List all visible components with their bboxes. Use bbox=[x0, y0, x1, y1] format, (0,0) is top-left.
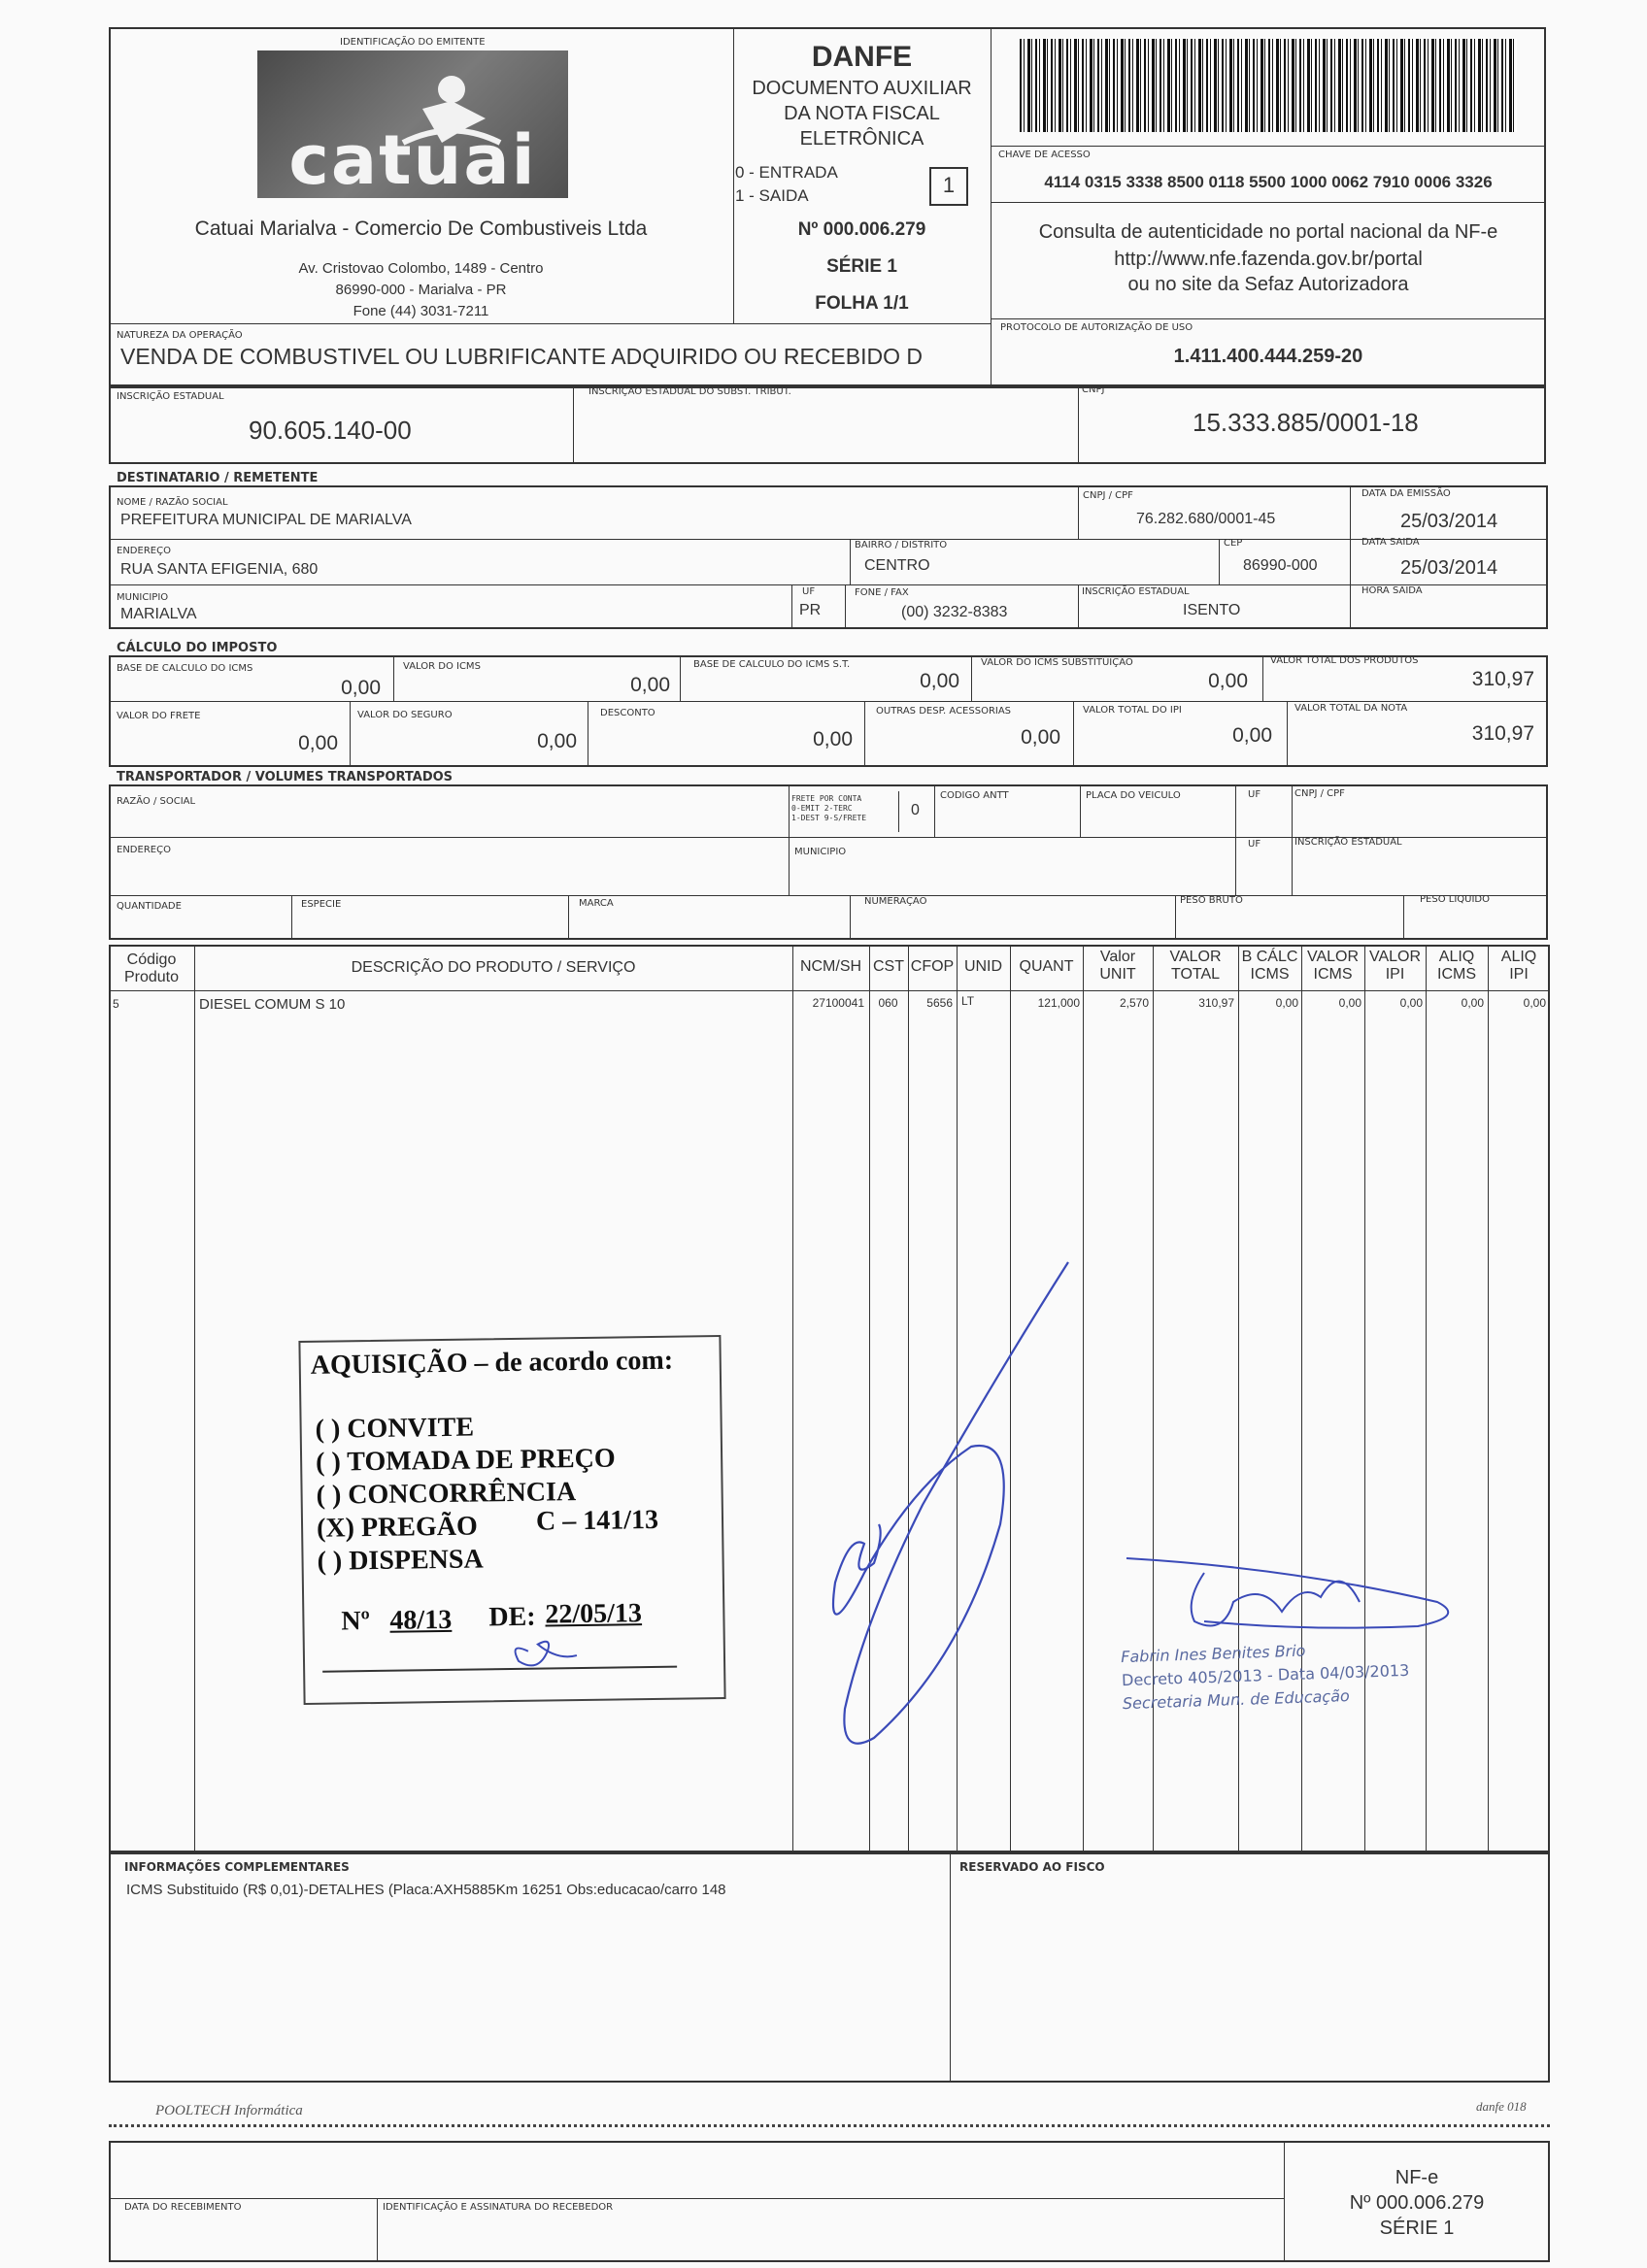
v-total-produtos-label: VALOR TOTAL DOS PRODUTOS bbox=[1270, 655, 1419, 666]
dest-emissao: 25/03/2014 bbox=[1400, 511, 1498, 532]
stamp-concorrencia: ( ) CONCORRÊNCIA bbox=[316, 1477, 577, 1511]
row-unid: LT bbox=[961, 994, 975, 1008]
dest-ie-label: INSCRIÇÃO ESTADUAL bbox=[1082, 586, 1190, 597]
th-aicms-line1: ALIQ bbox=[1438, 949, 1475, 965]
transp-razao-label: RAZÃO / SOCIAL bbox=[117, 796, 196, 807]
ie-label: INSCRIÇÃO ESTADUAL bbox=[117, 391, 224, 402]
th-bcicms-line1: B CÁLC bbox=[1241, 949, 1298, 965]
barcode bbox=[1020, 39, 1517, 132]
imposto-section: CÁLCULO DO IMPOSTO bbox=[117, 641, 278, 655]
th-aipi-line1: ALIQ bbox=[1500, 949, 1537, 965]
th-unid: UNID bbox=[963, 958, 1003, 975]
stamp-initials bbox=[499, 1626, 588, 1676]
th-vunit bbox=[1083, 949, 1153, 984]
transp-uf2-label: UF bbox=[1248, 839, 1261, 850]
th-vtotal-line1: VALOR bbox=[1169, 949, 1222, 965]
dest-endereco-label: ENDEREÇO bbox=[117, 546, 171, 556]
stamp-convite: ( ) CONVITE bbox=[315, 1412, 475, 1445]
natureza-label: NATUREZA DA OPERAÇÃO bbox=[117, 330, 243, 341]
dest-uf-label: UF bbox=[802, 586, 816, 597]
stamp-de-value: 22/05/13 bbox=[545, 1598, 643, 1630]
secretaria-stamp bbox=[1121, 1636, 1411, 1716]
bc-icms-st-value: 0,00 bbox=[920, 670, 959, 692]
danfe-title: DANFE bbox=[811, 41, 913, 73]
transp-endereco-label: ENDEREÇO bbox=[117, 845, 171, 855]
danfe-serie: SÉRIE 1 bbox=[826, 256, 897, 277]
dest-uf: PR bbox=[799, 602, 822, 618]
dest-emissao-label: DATA DA EMISSÃO bbox=[1361, 488, 1451, 499]
marca-label: MARCA bbox=[579, 898, 614, 909]
dest-cnpj: 76.282.680/0001-45 bbox=[1136, 511, 1276, 527]
numeracao-label: NUMERAÇÃO bbox=[864, 896, 927, 907]
aquisicao-stamp bbox=[298, 1335, 725, 1705]
dest-bairro-label: BAIRRO / DISTRITO bbox=[855, 540, 948, 550]
th-aipi bbox=[1488, 949, 1550, 984]
ie-value: 90.605.140-00 bbox=[249, 416, 412, 445]
th-vicms bbox=[1301, 949, 1364, 984]
th-vicms-line2: ICMS bbox=[1313, 966, 1353, 983]
danfe-numero: Nº 000.006.279 bbox=[797, 219, 926, 240]
logo-text: catuai bbox=[288, 120, 537, 200]
frete-value: 0 bbox=[911, 802, 920, 818]
handwritten-signature bbox=[806, 1252, 1097, 1777]
danfe-entrada: 0 - ENTRADA bbox=[735, 163, 838, 182]
consulta-line1: Consulta de autenticidade no portal nacional da NF-e bbox=[1038, 221, 1498, 243]
dest-municipio-label: MUNICIPIO bbox=[117, 592, 169, 603]
th-bcicms-line2: ICMS bbox=[1250, 966, 1290, 983]
danfe-subtitle3: ELETRÔNICA bbox=[799, 128, 924, 150]
stamp-no-value: 48/13 bbox=[389, 1604, 453, 1636]
v-total-nota-value: 310,97 bbox=[1471, 722, 1534, 745]
recebimento-label: DATA DO RECEBIMENTO bbox=[124, 2202, 242, 2213]
row-cst: 060 bbox=[878, 996, 898, 1010]
v-ipi-value: 0,00 bbox=[1232, 724, 1272, 747]
v-ipi-label: VALOR TOTAL DO IPI bbox=[1083, 705, 1182, 716]
row-vipi: 0,00 bbox=[1399, 996, 1423, 1010]
stamp-pregao: (X) PREGÃO bbox=[316, 1511, 478, 1544]
emitente-address1: Av. Cristovao Colombo, 1489 - Centro bbox=[298, 260, 544, 277]
transp-ie-label: INSCRIÇÃO ESTADUAL bbox=[1294, 837, 1402, 848]
frete-line3: 1-DEST 9-S/FRETE bbox=[791, 814, 867, 822]
outras-desp-label: OUTRAS DESP. ACESSORIAS bbox=[876, 706, 1012, 717]
consulta-line2: http://www.nfe.fazenda.gov.br/portal bbox=[1114, 249, 1423, 270]
row-codigo: 5 bbox=[113, 997, 119, 1011]
v-total-nota-label: VALOR TOTAL DA NOTA bbox=[1294, 703, 1408, 714]
frete-por-conta bbox=[791, 794, 866, 823]
bc-icms-label: BASE DE CALCULO DO ICMS bbox=[117, 663, 253, 674]
bc-icms-st-label: BASE DE CALCULO DO ICMS S.T. bbox=[693, 659, 851, 670]
quantidade-label: QUANTIDADE bbox=[117, 901, 182, 912]
danfe-folha: FOLHA 1/1 bbox=[815, 293, 909, 314]
th-vipi-line2: IPI bbox=[1385, 966, 1405, 983]
transp-cnpj-label: CNPJ / CPF bbox=[1294, 788, 1345, 799]
stamp-pregao-num: C – 141/13 bbox=[535, 1504, 659, 1537]
destinatario-box bbox=[109, 485, 1548, 629]
emitente-address2: 86990-000 - Marialva - PR bbox=[335, 282, 507, 298]
software-name: POOLTECH Informática bbox=[155, 2103, 303, 2118]
dest-saida-label: DATA SAIDA bbox=[1361, 537, 1420, 548]
dest-bairro: CENTRO bbox=[864, 557, 930, 574]
stamp-de-label: DE: bbox=[488, 1601, 536, 1633]
canhoto-numero: Nº 000.006.279 bbox=[1349, 2192, 1485, 2214]
th-ncm: NCM/SH bbox=[799, 958, 862, 975]
th-vunit-line2: UNIT bbox=[1099, 966, 1136, 983]
frete-line1: FRETE POR CONTA bbox=[791, 794, 862, 803]
dest-hora-label: HORA SAIDA bbox=[1361, 585, 1423, 596]
row-vunit: 2,570 bbox=[1119, 996, 1149, 1010]
cut-line bbox=[109, 2124, 1550, 2127]
stamp-tomada: ( ) TOMADA DE PREÇO bbox=[315, 1443, 616, 1478]
th-codigo-line2: Produto bbox=[123, 969, 180, 985]
info-value: ICMS Substituido (R$ 0,01)-DETALHES (Placa:AXH5885Km 16251 Obs:educacao/carro 148 bbox=[126, 1882, 726, 1898]
v-frete-label: VALOR DO FRETE bbox=[117, 711, 201, 721]
dest-saida: 25/03/2014 bbox=[1400, 557, 1498, 579]
th-codigo-line1: Código bbox=[126, 951, 177, 968]
th-vunit-line1: Valor bbox=[1099, 949, 1136, 965]
peso-liquido-label: PESO LIQUIDO bbox=[1420, 894, 1490, 905]
th-cst: CST bbox=[873, 958, 904, 975]
v-seguro-label: VALOR DO SEGURO bbox=[357, 710, 453, 720]
emitente-phone: Fone (44) 3031-7211 bbox=[353, 303, 489, 319]
dest-ie: ISENTO bbox=[1183, 602, 1241, 618]
chave-value: 4114 0315 3338 8500 0118 5500 1000 0062 7910 0006 3326 bbox=[1044, 173, 1493, 191]
danfe-tipo: 1 bbox=[942, 173, 956, 197]
v-icms-st-value: 0,00 bbox=[1208, 670, 1248, 692]
danfe-subtitle2: DA NOTA FISCAL bbox=[784, 103, 940, 124]
danfe-subtitle1: DOCUMENTO AUXILIAR bbox=[752, 78, 972, 99]
th-aicms-line2: ICMS bbox=[1437, 966, 1476, 983]
natureza-value: VENDA DE COMBUSTIVEL OU LUBRIFICANTE ADQUIRIDO OU RECEBIDO D bbox=[120, 344, 924, 369]
row-descricao: DIESEL COMUM S 10 bbox=[199, 996, 346, 1013]
consulta-line3: ou no site da Sefaz Autorizadora bbox=[1127, 274, 1409, 295]
identificacao-label: IDENTIFICAÇÃO E ASSINATURA DO RECEBEDOR bbox=[383, 2202, 614, 2213]
v-icms-value: 0,00 bbox=[630, 674, 670, 696]
dest-cep: 86990-000 bbox=[1243, 557, 1318, 574]
stamp-title: AQUISIÇÃO – de acordo com: bbox=[310, 1345, 674, 1381]
transp-municipio-label: MUNICIPIO bbox=[794, 847, 847, 857]
antt-label: CODIGO ANTT bbox=[940, 790, 1009, 801]
transportador-section: TRANSPORTADOR / VOLUMES TRANSPORTADOS bbox=[117, 770, 454, 784]
v-seguro-value: 0,00 bbox=[537, 730, 577, 752]
dest-cep-label: CEP bbox=[1224, 538, 1243, 549]
row-aipi: 0,00 bbox=[1523, 996, 1546, 1010]
row-cfop: 5656 bbox=[926, 996, 953, 1010]
row-ncm: 27100041 bbox=[812, 996, 864, 1010]
emitente-name: Catuai Marialva - Comercio De Combustiveis Ltda bbox=[194, 217, 648, 240]
th-quant: QUANT bbox=[1019, 958, 1074, 975]
danfe-code: danfe 018 bbox=[1476, 2099, 1527, 2114]
th-vtotal-line2: TOTAL bbox=[1170, 966, 1221, 983]
th-vipi-line1: VALOR bbox=[1368, 949, 1422, 965]
th-descricao: DESCRIÇÃO DO PRODUTO / SERVIÇO bbox=[351, 959, 636, 976]
th-aipi-line2: IPI bbox=[1509, 966, 1529, 983]
th-vicms-line1: VALOR bbox=[1306, 949, 1360, 965]
protocolo-value: 1.411.400.444.259-20 bbox=[1173, 346, 1363, 367]
emitente-label: IDENTIFICAÇÃO DO EMITENTE bbox=[340, 37, 486, 48]
especie-label: ESPECIE bbox=[301, 899, 342, 910]
chave-label: CHAVE DE ACESSO bbox=[998, 150, 1091, 160]
secretaria-decreto: Decreto 405/2013 - Data 04/03/2013 bbox=[1121, 1660, 1410, 1690]
peso-bruto-label: PESO BRUTO bbox=[1180, 895, 1243, 906]
bc-icms-value: 0,00 bbox=[341, 677, 381, 699]
th-aicms bbox=[1426, 949, 1488, 984]
th-bcicms bbox=[1238, 949, 1301, 984]
danfe-saida: 1 - SAIDA bbox=[735, 186, 809, 205]
destinatario-section: DESTINATARIO / REMETENTE bbox=[117, 471, 319, 485]
v-total-produtos-value: 310,97 bbox=[1471, 668, 1534, 690]
secretaria-cargo: Secretaria Mun. de Educação bbox=[1122, 1685, 1351, 1714]
v-icms-label: VALOR DO ICMS bbox=[403, 661, 481, 672]
row-vicms: 0,00 bbox=[1338, 996, 1361, 1010]
transp-uf-label: UF bbox=[1248, 789, 1261, 800]
canhoto-serie: SÉRIE 1 bbox=[1379, 2218, 1455, 2239]
v-icms-st-label: VALOR DO ICMS SUBSTITUIÇÃO bbox=[981, 657, 1133, 668]
cnpj-value: 15.333.885/0001-18 bbox=[1193, 408, 1419, 437]
dest-fone-label: FONE / FAX bbox=[855, 587, 909, 598]
dest-nome: PREFEITURA MUNICIPAL DE MARIALVA bbox=[120, 512, 412, 528]
dest-fone: (00) 3232-8383 bbox=[901, 604, 1008, 620]
row-aicms: 0,00 bbox=[1461, 996, 1484, 1010]
ie-st-label: INSCRIÇÃO ESTADUAL DO SUBST. TRIBUT. bbox=[588, 386, 791, 397]
secretaria-name: Fabrin Ines Benites Brio bbox=[1120, 1641, 1306, 1667]
dest-municipio: MARIALVA bbox=[120, 606, 197, 622]
stamp-dispensa: ( ) DISPENSA bbox=[317, 1544, 484, 1577]
canhoto-nfe: NF-e bbox=[1395, 2167, 1439, 2188]
dest-endereco: RUA SANTA EFIGENIA, 680 bbox=[120, 561, 319, 578]
row-vtotal: 310,97 bbox=[1198, 996, 1234, 1010]
th-cfop: CFOP bbox=[910, 958, 955, 975]
company-logo bbox=[257, 50, 568, 198]
th-vtotal bbox=[1153, 949, 1238, 984]
stamp-no-label: Nº bbox=[341, 1606, 371, 1637]
v-frete-value: 0,00 bbox=[298, 732, 338, 754]
th-vipi bbox=[1364, 949, 1426, 984]
row-quant: 121,000 bbox=[1037, 996, 1080, 1010]
desconto-value: 0,00 bbox=[813, 728, 853, 750]
info-label: INFORMAÇÕES COMPLEMENTARES bbox=[124, 1860, 350, 1874]
frete-line2: 0-EMIT 2-TERC bbox=[791, 804, 853, 813]
cnpj-label: CNPJ bbox=[1082, 384, 1105, 395]
outras-desp-value: 0,00 bbox=[1021, 726, 1060, 749]
dest-nome-label: NOME / RAZÃO SOCIAL bbox=[117, 497, 228, 508]
th-codigo bbox=[109, 951, 194, 986]
placa-label: PLACA DO VEICULO bbox=[1086, 790, 1181, 801]
fisco-label: RESERVADO AO FISCO bbox=[959, 1860, 1105, 1874]
protocolo-label: PROTOCOLO DE AUTORIZAÇÃO DE USO bbox=[1000, 322, 1193, 333]
desconto-label: DESCONTO bbox=[600, 708, 655, 718]
dest-cnpj-label: CNPJ / CPF bbox=[1083, 490, 1133, 501]
row-bcicms: 0,00 bbox=[1275, 996, 1298, 1010]
